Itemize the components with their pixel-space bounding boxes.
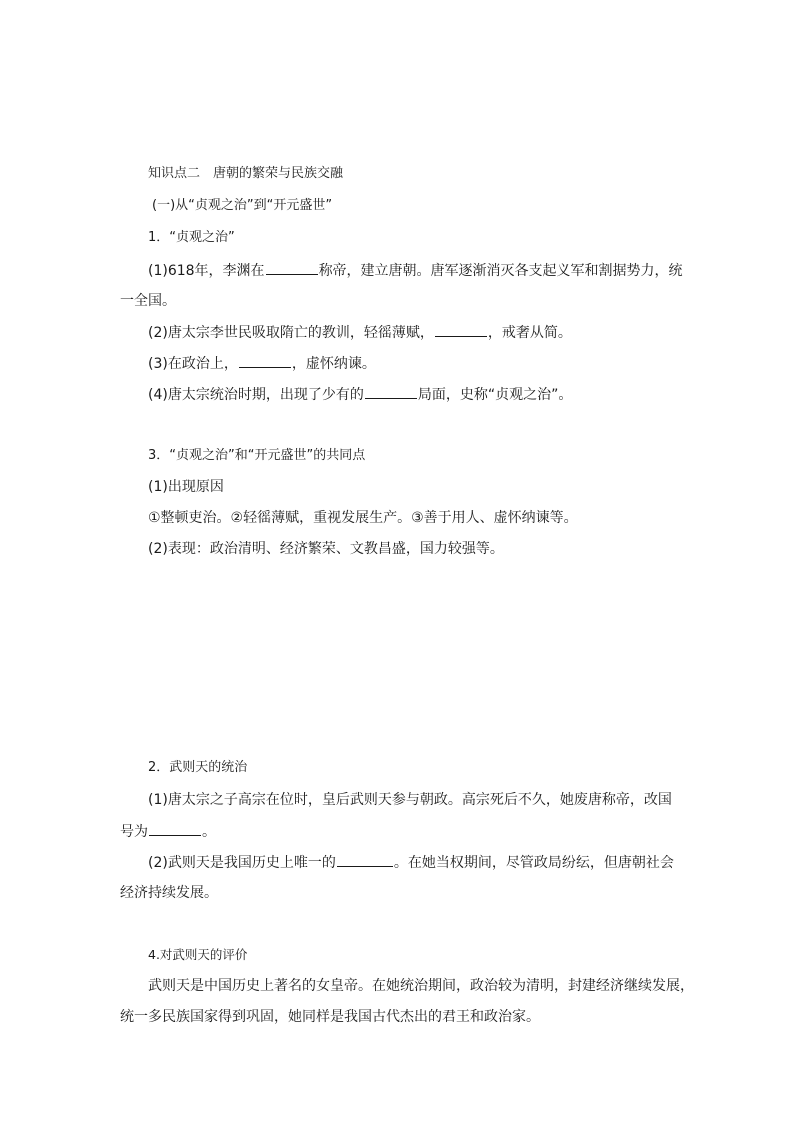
paragraph-line: (1)唐太宗之子高宗在位时，皇后武则天参与朝政。高宗死后不久，她废唐称帝，改国 xyxy=(148,792,672,808)
text-fragment: 。在她当权期间，尽管政局纷纭，但唐朝社会 xyxy=(393,855,674,871)
item-title: 4.对武则天的评价 xyxy=(148,947,248,962)
fill-in-blank xyxy=(435,322,487,337)
paragraph-line: 统一多民族国家得到巩固，她同样是我国古代杰出的君王和政治家。 xyxy=(120,1009,540,1025)
paragraph-line: 一全国。 xyxy=(120,293,176,309)
paragraph-line xyxy=(120,821,216,842)
text-fragment: ，戒奢从简。 xyxy=(487,325,572,341)
text-fragment: ，虚怀纳谏。 xyxy=(291,356,376,372)
item-title: 1．“贞观之治” xyxy=(148,230,235,245)
text-fragment: (4)唐太宗统治时期，出现了少有的 xyxy=(148,387,364,403)
subsection-heading: (一)从“贞观之治”到“开元盛世” xyxy=(152,198,333,213)
text-fragment: 局面，史称“贞观之治”。 xyxy=(417,387,573,403)
fill-in-blank xyxy=(266,260,318,275)
paragraph-line: 武则天是中国历史上著名的女皇帝。在她统治期间，政治较为清明，封建经济继续发展， xyxy=(148,978,694,994)
text-fragment: 称帝，建立唐朝。唐军逐渐消灭各支起义军和割据势力，统 xyxy=(318,263,683,279)
fill-in-blank xyxy=(365,384,417,399)
paragraph-line xyxy=(148,384,572,405)
text-fragment: (3)在政治上， xyxy=(148,356,238,372)
paragraph-line xyxy=(148,353,376,374)
fill-in-blank xyxy=(149,821,201,836)
paragraph-line xyxy=(148,260,683,281)
fill-in-blank xyxy=(239,353,291,368)
text-fragment: 号为 xyxy=(120,824,148,840)
text-fragment: (2)唐太宗李世民吸取隋亡的教训，轻徭薄赋， xyxy=(148,325,434,341)
paragraph-line: ①整顿吏治。②轻徭薄赋，重视发展生产。③善于用人、虚怀纳谏等。 xyxy=(148,510,578,526)
text-fragment: 。 xyxy=(202,824,216,840)
item-title: 3．“贞观之治”和“开元盛世”的共同点 xyxy=(148,448,366,463)
paragraph-line: (2)表现：政治清明、经济繁荣、文教昌盛，国力较强等。 xyxy=(148,541,504,557)
fill-in-blank xyxy=(337,852,393,867)
paragraph-line: 经济持续发展。 xyxy=(120,885,218,901)
paragraph-line: (1)出现原因 xyxy=(148,479,224,495)
item-title: 2．武则天的统治 xyxy=(148,760,248,775)
paragraph-line xyxy=(148,322,572,343)
paragraph-line xyxy=(148,852,674,873)
text-fragment: (1)618年，李渊在 xyxy=(148,263,265,279)
text-fragment: (2)武则天是我国历史上唯一的 xyxy=(148,855,336,871)
section-heading: 知识点二 唐朝的繁荣与民族交融 xyxy=(148,166,344,181)
